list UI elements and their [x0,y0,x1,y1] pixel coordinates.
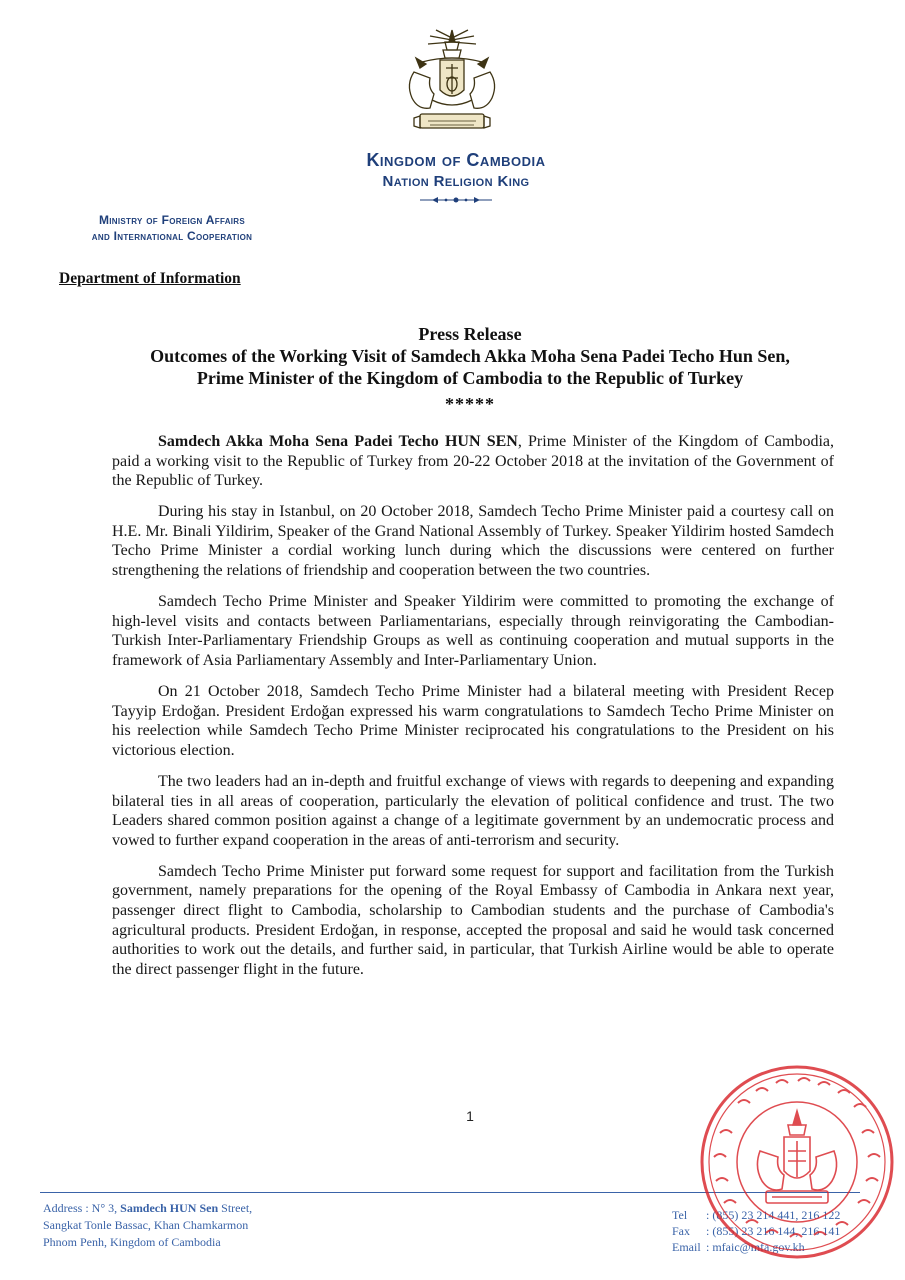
title-line-1: Outcomes of the Working Visit of Samdech Akka Moha Sena Padei Techo Hun Sen, [150,346,790,366]
paragraph-1 [112,432,834,491]
ministry-line-1: Ministry of Foreign Affairs [98,213,246,227]
address-prefix: Address : N° 3, [43,1201,121,1215]
paragraph-1-lead: Samdech Akka Moha Sena Padei Techo HUN SEN [158,433,518,450]
address-line-1 [43,1200,252,1217]
kingdom-heading: Kingdom of Cambodia [366,150,546,170]
official-seal-icon [698,1063,896,1261]
tel-value: : (855) 23 214 441, 216 122 [706,1208,841,1222]
paragraph-3: Samdech Techo Prime Minister and Speaker Yildirim were committed to promoting the exchange of high-level visits and contacts between Parliamentarians, especially through reinvigorating the Cambodian-Turkish Inter-Parliamentary Friendship Groups as well as continuing cooperation and mutual supports in the framework of Asia Parliamentary Assembly and Inter-Parliamentary Union. [112,593,834,669]
address-suffix: Street, [218,1201,253,1215]
ministry-name [40,212,304,244]
fax-value: : (855) 23 216 144, 216 141 [706,1224,841,1238]
press-release-label: Press Release [418,324,522,344]
title-separator: ***** [445,394,495,414]
title-line-2: Prime Minister of the Kingdom of Cambodia to the Republic of Turkey [196,368,744,388]
tel-label: Tel [672,1208,688,1222]
paragraph-4: On 21 October 2018, Samdech Techo Prime Minister had a bilateral meeting with President Recep Tayyip Erdoğan. President Erdoğan expressed his warm congratulations to Samdech Techo Prime Minister on his reelection while Samdech Techo Prime Minister reciprocated his congratulations to the President on his victorious election. [112,683,834,759]
press-release-title [70,323,870,415]
address-line-3: Phnom Penh, Kingdom of Cambodia [43,1235,221,1249]
royal-coat-of-arms-icon [400,28,504,138]
paragraph-1-rest: , Prime Minister of the Kingdom of Cambodia, paid a working visit to the Republic of Turkey from 20-22 October 2018 at the invitation of the Government of the Republic of Turkey. [112,433,834,490]
department-heading: Department of Information [59,270,241,287]
email-value: : mfaic@mfa.gov.kh [706,1240,805,1254]
fax-label: Fax [672,1224,690,1238]
paragraph-5: The two leaders had an in-depth and fruitful exchange of views with regards to deepening and expanding bilateral ties in all areas of cooperation, particularly the elevation of political confidence and trust. The two Leaders shared common position against a change of a legitimate government by an undemocratic process and vowed to further expand cooperation in the areas of anti-terrorism and security. [112,772,834,849]
page-number: 1 [466,1108,474,1124]
paragraph-2: During his stay in Istanbul, on 20 October 2018, Samdech Techo Prime Minister paid a courtesy call on H.E. Mr. Binali Yildirim, Speaker of the Grand National Assembly of Turkey. Speaker Yildirim hosted Samdech Techo Prime Minister a cordial working lunch during which the discussions were centered on further strengthening the relations of friendship and cooperation between the two countries. [112,503,834,580]
ministry-line-2: and International Cooperation [91,229,253,243]
paragraph-6: Samdech Techo Prime Minister put forward some request for support and facilitation from the Turkish government, namely preparations for the opening of the Royal Embassy of Cambodia in Ankara next year, passenger direct flight to Cambodia, scholarship to Cambodian students and the purchase of Cambodia's agricultural products. President Erdoğan, in response, accepted the proposal and said he would task concerned authorities to work out the details, and further said, in particular, that Turkish Airline would be able to operate the direct passenger flight in the future. [112,862,834,978]
address-line-2: Sangkat Tonle Bassac, Khan Chamkarmon [43,1218,249,1232]
email-label: Email [672,1240,701,1254]
divider-ornament-icon [418,195,494,205]
footer-address [43,1200,252,1251]
national-motto: Nation Religion King [382,173,530,190]
address-street: Samdech HUN Sen [120,1201,219,1215]
press-release-body [112,432,834,991]
